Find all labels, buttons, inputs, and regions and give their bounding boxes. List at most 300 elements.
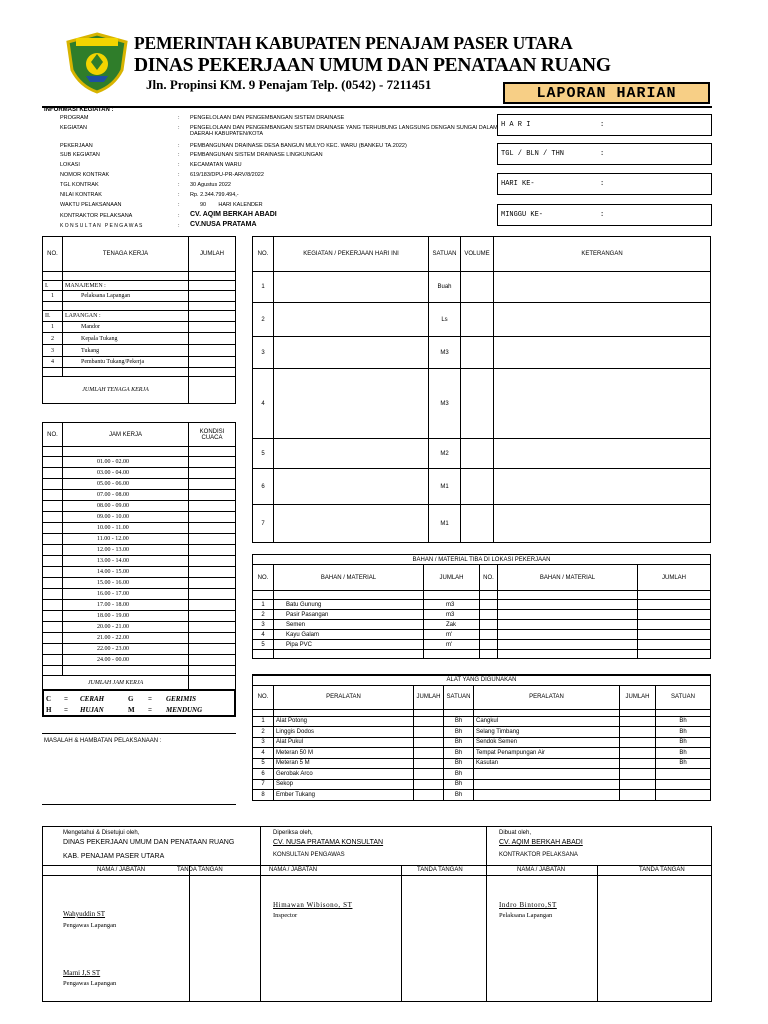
hours-slot: 07.00 - 08.00 <box>63 490 189 501</box>
activity-unit: M3 <box>429 369 461 439</box>
sign-col2: TANDA TANGAN <box>417 867 463 873</box>
day-box[interactable] <box>497 114 712 136</box>
weather-cell[interactable] <box>189 600 236 611</box>
hours-slot: 10.00 - 11.00 <box>63 523 189 534</box>
labor-header-no: NO. <box>43 237 63 272</box>
tools-header-right: PERALATAN <box>474 685 620 709</box>
tool-right-qty-cell[interactable] <box>620 727 656 738</box>
tool-left-qty-cell[interactable] <box>414 779 444 790</box>
tool-left-name: Alat Potong <box>274 716 414 727</box>
labor-item-name: Mandor <box>63 322 189 333</box>
info-value: PEMBANGUNAN DRAINASE DESA BANGUN MULYO KEC. WARU (BANKEU TA.2022) <box>190 143 407 149</box>
activity-volume-cell[interactable] <box>461 303 494 337</box>
info-colon: : <box>178 172 180 178</box>
activity-work-cell[interactable] <box>274 369 429 439</box>
info-colon: : <box>178 182 180 188</box>
activity-header-unit: SATUAN <box>429 237 461 272</box>
weather-cell[interactable] <box>189 490 236 501</box>
date-box-colon: : <box>600 211 605 219</box>
labor-item-name: Pembantu Tukang/Pekerja <box>63 357 189 368</box>
material-no: 5 <box>253 640 274 650</box>
tool-row <box>253 790 711 801</box>
tool-right-name: Sendok Semen <box>474 737 620 748</box>
hours-slot: 05.00 - 06.00 <box>63 479 189 490</box>
activity-work-cell[interactable] <box>274 469 429 505</box>
labor-item-no: 2 <box>43 333 63 345</box>
activity-volume-cell[interactable] <box>461 469 494 505</box>
materials-table <box>252 554 711 659</box>
date-box-label: TGL / BLN / THN <box>501 150 565 158</box>
hours-no-cell <box>43 644 63 655</box>
tool-left-name: Gerobak Arco <box>274 769 414 780</box>
hours-no-cell <box>43 523 63 534</box>
materials-body <box>253 600 711 650</box>
week-count-box[interactable] <box>497 204 712 226</box>
tool-left-unit: Bh <box>444 727 474 738</box>
weather-cell[interactable] <box>189 578 236 589</box>
info-label: PEKERJAAN <box>60 143 93 149</box>
activity-notes-cell[interactable] <box>494 303 711 337</box>
hours-slot: 11.00 - 12.00 <box>63 534 189 545</box>
hours-slot: 03.00 - 04.00 <box>63 468 189 479</box>
hours-slot: 08.00 - 09.00 <box>63 501 189 512</box>
info-label: NOMOR KONTRAK <box>60 172 110 178</box>
material-no2-cell <box>480 600 498 610</box>
hours-no-cell <box>43 534 63 545</box>
signer-title: Pengawas Lapangan <box>63 980 117 987</box>
tools-table <box>252 674 711 801</box>
activity-notes-cell[interactable] <box>494 272 711 303</box>
material-no: 2 <box>253 610 274 620</box>
header-line1: PEMERINTAH KABUPATEN PENAJAM PASER UTARA <box>134 33 573 53</box>
hours-slot: 17.00 - 18.00 <box>63 600 189 611</box>
sign-caption: Mengetahui & Disetujui oleh, <box>63 830 140 836</box>
activity-work-cell[interactable] <box>274 439 429 469</box>
weather-cell[interactable] <box>189 622 236 633</box>
tool-right-name: Kasutan <box>474 758 620 769</box>
issues-section <box>42 733 236 805</box>
signer-name: Marni J,S ST <box>63 969 101 977</box>
material-qty2-cell[interactable] <box>638 610 711 620</box>
activity-work-cell[interactable] <box>274 505 429 543</box>
activity-volume-cell[interactable] <box>461 369 494 439</box>
tool-right-qty-cell[interactable] <box>620 769 656 780</box>
weather-legend <box>42 689 236 717</box>
hours-no-cell <box>43 611 63 622</box>
tools-header-left: PERALATAN <box>274 685 414 709</box>
sign-org1: CV. NUSA PRATAMA KONSULTAN <box>273 839 384 846</box>
material-no: 4 <box>253 630 274 640</box>
tools-header-unit2: SATUAN <box>656 685 711 709</box>
info-colon: : <box>178 213 180 219</box>
legend-eq: = <box>64 695 68 703</box>
material-unit: m' <box>424 630 480 640</box>
tools-body <box>253 716 711 800</box>
hours-no-cell <box>43 501 63 512</box>
material-name2-cell[interactable] <box>498 620 638 630</box>
tool-left-name: Ember Tukang <box>274 790 414 801</box>
activity-unit: M1 <box>429 505 461 543</box>
tool-row <box>253 727 711 738</box>
weather-cell[interactable] <box>189 589 236 600</box>
hours-slot: 14.00 - 15.00 <box>63 567 189 578</box>
signature-section <box>42 826 712 1002</box>
info-label: NILAI KONTRAK <box>60 192 102 198</box>
tool-left-qty-cell[interactable] <box>414 790 444 801</box>
hours-row <box>43 611 236 622</box>
signer-title: Pengawas Lapangan <box>63 922 117 929</box>
tool-left-name: Meteran 50 M <box>274 748 414 759</box>
tool-right-qty-cell[interactable] <box>620 716 656 727</box>
material-name2-cell[interactable] <box>498 600 638 610</box>
legend-eq: = <box>64 706 68 714</box>
material-name2-cell[interactable] <box>498 610 638 620</box>
info-label: KONTRAKTOR PELAKSANA <box>60 213 133 219</box>
activity-notes-cell[interactable] <box>494 439 711 469</box>
tool-row <box>253 737 711 748</box>
material-no2-cell <box>480 640 498 650</box>
divider <box>487 865 711 866</box>
hours-row <box>43 490 236 501</box>
tool-left-qty-cell[interactable] <box>414 758 444 769</box>
info-colon: : <box>178 202 180 208</box>
hours-row <box>43 600 236 611</box>
materials-header-name: BAHAN / MATERIAL <box>274 565 424 591</box>
labor-item-no: 1 <box>43 322 63 333</box>
date-box[interactable] <box>497 143 712 165</box>
materials-header-no2: NO. <box>480 565 498 591</box>
activity-header-notes: KETERANGAN <box>494 237 711 272</box>
material-no2-cell <box>480 610 498 620</box>
tool-left-unit: Bh <box>444 758 474 769</box>
material-name: Pasir Pasangan <box>274 610 424 620</box>
material-name2-cell[interactable] <box>498 640 638 650</box>
signer-name: Indro Bintoro,ST <box>499 901 557 909</box>
info-label: WAKTU PELAKSANAAN <box>60 202 122 208</box>
hours-row <box>43 589 236 600</box>
activity-work-cell[interactable] <box>274 337 429 369</box>
info-colon: : <box>178 143 180 149</box>
activity-no: 3 <box>253 337 274 369</box>
labor-group-code: II. <box>43 311 63 322</box>
hours-no-cell <box>43 512 63 523</box>
activity-header-no: NO. <box>253 237 274 272</box>
weather-cell[interactable] <box>189 633 236 644</box>
labor-group-code: I. <box>43 281 63 291</box>
tool-left-unit: Bh <box>444 716 474 727</box>
info-label: KEGIATAN <box>60 125 87 131</box>
labor-count-cell[interactable] <box>189 345 236 357</box>
activity-row <box>253 505 711 543</box>
weather-cell[interactable] <box>189 512 236 523</box>
legend-name: GERIMIS <box>166 695 196 703</box>
material-name: Kayu Galam <box>274 630 424 640</box>
activity-unit: Ls <box>429 303 461 337</box>
material-unit: m3 <box>424 600 480 610</box>
tool-right-qty-cell[interactable] <box>620 737 656 748</box>
info-label: TGL KONTRAK <box>60 182 99 188</box>
materials-header-qty: JUMLAH <box>424 565 480 591</box>
labor-count-cell[interactable] <box>189 311 236 322</box>
activity-no: 4 <box>253 369 274 439</box>
tool-no: 8 <box>253 790 274 801</box>
day-count-box[interactable] <box>497 173 712 195</box>
tool-right-unit: Bh <box>656 737 711 748</box>
activity-volume-cell[interactable] <box>461 505 494 543</box>
legend-code: G <box>128 695 134 703</box>
tool-row <box>253 779 711 790</box>
weather-cell[interactable] <box>189 534 236 545</box>
tool-right-unit: Bh <box>656 727 711 738</box>
activity-volume-cell[interactable] <box>461 337 494 369</box>
tool-left-qty-cell[interactable] <box>414 737 444 748</box>
hours-total-cell[interactable] <box>189 676 236 690</box>
info-value: 30 Agustus 2022 <box>190 182 231 188</box>
hours-slot: 24.00 - 00.00 <box>63 655 189 666</box>
hours-no-cell <box>43 655 63 666</box>
activity-row <box>253 369 711 439</box>
tool-row <box>253 758 711 769</box>
weather-cell[interactable] <box>189 611 236 622</box>
regency-logo <box>64 32 130 94</box>
labor-item-name: Kepala Tukang <box>63 333 189 345</box>
tool-right-qty-cell[interactable] <box>620 748 656 759</box>
labor-item-name: Pelaksana Lapangan <box>63 291 189 302</box>
hours-row <box>43 534 236 545</box>
tool-left-qty-cell[interactable] <box>414 769 444 780</box>
sign-middle <box>261 827 487 1001</box>
material-name2-cell[interactable] <box>498 630 638 640</box>
tool-row <box>253 716 711 727</box>
weather-cell[interactable] <box>189 567 236 578</box>
weather-cell[interactable] <box>189 523 236 534</box>
info-colon: : <box>178 152 180 158</box>
info-value: CV. AQIM BERKAH ABADI <box>190 211 277 218</box>
material-qty2-cell[interactable] <box>638 630 711 640</box>
activity-row <box>253 272 711 303</box>
activity-no: 2 <box>253 303 274 337</box>
tool-left-name: Alat Pukul <box>274 737 414 748</box>
hours-total-label: JUMLAH JAM KERJA <box>43 676 189 690</box>
hours-no-cell <box>43 633 63 644</box>
sign-org2: KAB. PENAJAM PASER UTARA <box>63 853 165 860</box>
tool-right-qty-cell[interactable] <box>620 758 656 769</box>
activity-notes-cell[interactable] <box>494 337 711 369</box>
labor-item-name: Tukang <box>63 345 189 357</box>
labor-item-no: 1 <box>43 291 63 302</box>
tool-right-qty-cell[interactable] <box>620 790 656 801</box>
activity-unit: Buah <box>429 272 461 303</box>
legend-name: MENDUNG <box>166 706 203 714</box>
hours-row <box>43 523 236 534</box>
hours-no-cell <box>43 545 63 556</box>
tool-left-name: Linggis Dodos <box>274 727 414 738</box>
labor-count-cell[interactable] <box>189 322 236 333</box>
hours-no-cell <box>43 556 63 567</box>
weather-cell[interactable] <box>189 545 236 556</box>
tool-left-qty-cell[interactable] <box>414 748 444 759</box>
material-no2-cell <box>480 630 498 640</box>
tool-right-unit: Bh <box>656 748 711 759</box>
weather-cell[interactable] <box>189 501 236 512</box>
info-label: LOKASI <box>60 162 80 168</box>
divider <box>261 865 487 866</box>
hours-no-cell <box>43 589 63 600</box>
info-label: K O N S U L T A N P E N G A W A S <box>60 223 143 229</box>
sign-col1: NAMA / JABATAN <box>97 867 146 873</box>
info-value: PENGELOLAAN DAN PENGEMBANGAN SISTEM DRAINASE YANG TERHUBUNG LANGSUNG DENGAN SUNGAI DALAM DAERAH KABUPATEN/KOTA <box>190 125 498 138</box>
activity-volume-cell[interactable] <box>461 272 494 303</box>
info-colon: : <box>178 125 180 131</box>
info-label: PROGRAM <box>60 115 89 121</box>
legend-code: C <box>46 695 52 703</box>
labor-total-cell[interactable] <box>189 377 236 404</box>
hours-slot: 01.00 - 02.00 <box>63 457 189 468</box>
material-row <box>253 640 711 650</box>
hours-row <box>43 512 236 523</box>
hours-slot: 18.00 - 19.00 <box>63 611 189 622</box>
material-name: Semen <box>274 620 424 630</box>
issues-label: MASALAH & HAMBATAN PELAKSANAAN : <box>44 738 162 744</box>
info-colon: : <box>178 162 180 168</box>
hours-no-cell <box>43 490 63 501</box>
tool-no: 1 <box>253 716 274 727</box>
hours-row <box>43 633 236 644</box>
weather-cell[interactable] <box>189 556 236 567</box>
tool-right-name <box>474 779 620 790</box>
divider <box>401 865 402 1001</box>
hours-no-cell <box>43 600 63 611</box>
tool-right-unit: Bh <box>656 758 711 769</box>
labor-item-no: 3 <box>43 345 63 357</box>
sign-org1: CV. AQIM BERKAH ABADI <box>499 839 583 846</box>
tool-right-unit <box>656 769 711 780</box>
tool-left-unit: Bh <box>444 769 474 780</box>
info-value: Rp. 2.344.799.494,- <box>190 192 239 198</box>
materials-title: BAHAN / MATERIAL TIBA DI LOKASI PEKERJAAN <box>253 555 711 565</box>
weather-cell[interactable] <box>189 457 236 468</box>
info-value: 619/183/DPU-PR-ARV/8/2022 <box>190 172 264 178</box>
hours-no-cell <box>43 622 63 633</box>
divider <box>189 865 190 1001</box>
tool-right-name: Selang Timbang <box>474 727 620 738</box>
material-qty2-cell[interactable] <box>638 620 711 630</box>
labor-count-cell[interactable] <box>189 333 236 345</box>
hours-row <box>43 622 236 633</box>
weather-cell[interactable] <box>189 655 236 666</box>
signer-title: Inspector <box>273 912 298 919</box>
labor-item-no: 4 <box>43 357 63 368</box>
legend-eq: = <box>148 706 152 714</box>
activity-header-work: KEGIATAN / PEKERJAAN HARI INI <box>274 237 429 272</box>
date-box-colon: : <box>600 150 605 158</box>
labor-count-cell[interactable] <box>189 291 236 302</box>
hours-row <box>43 644 236 655</box>
tool-right-unit <box>656 790 711 801</box>
hours-slot: 12.00 - 13.00 <box>63 545 189 556</box>
material-no2-cell <box>480 620 498 630</box>
material-name: Pipa PVC <box>274 640 424 650</box>
material-name: Batu Gunung <box>274 600 424 610</box>
info-heading: INFORMASI KEGIATAN : <box>44 107 114 113</box>
activity-no: 5 <box>253 439 274 469</box>
activity-notes-cell[interactable] <box>494 505 711 543</box>
labor-header-name: TENAGA KERJA <box>63 237 189 272</box>
hours-no-cell <box>43 567 63 578</box>
activity-unit: M3 <box>429 337 461 369</box>
sign-col2: TANDA TANGAN <box>639 867 685 873</box>
material-qty2-cell[interactable] <box>638 640 711 650</box>
tool-right-unit <box>656 779 711 790</box>
tool-left-unit: Bh <box>444 779 474 790</box>
hours-slot: 16.00 - 17.00 <box>63 589 189 600</box>
tool-no: 7 <box>253 779 274 790</box>
activity-work-cell[interactable] <box>274 272 429 303</box>
activity-body <box>253 272 711 543</box>
hours-row <box>43 578 236 589</box>
hours-no-cell <box>43 479 63 490</box>
sign-left <box>43 827 261 1001</box>
material-qty2-cell[interactable] <box>638 600 711 610</box>
activity-notes-cell[interactable] <box>494 369 711 439</box>
divider <box>43 875 261 876</box>
hours-no-cell <box>43 578 63 589</box>
activity-notes-cell[interactable] <box>494 469 711 505</box>
date-box-colon: : <box>600 180 605 188</box>
activity-row <box>253 337 711 369</box>
activity-volume-cell[interactable] <box>461 439 494 469</box>
hours-row <box>43 556 236 567</box>
labor-count-cell[interactable] <box>189 357 236 368</box>
signer-name: Himawan Wibisono, ST <box>273 901 353 909</box>
tool-right-name <box>474 769 620 780</box>
materials-header-name2: BAHAN / MATERIAL <box>498 565 638 591</box>
weather-cell[interactable] <box>189 479 236 490</box>
divider <box>43 865 261 866</box>
activity-no: 6 <box>253 469 274 505</box>
info-colon: : <box>178 192 180 198</box>
tool-no: 4 <box>253 748 274 759</box>
activity-unit: M1 <box>429 469 461 505</box>
info-value: CV.NUSA PRATAMA <box>190 221 257 228</box>
info-value: PENGELOLAAN DAN PENGEMBANGAN SISTEM DRAINASE <box>190 115 345 121</box>
signer-name: Wahyuddin ST <box>63 910 106 918</box>
date-box-label: H A R I <box>501 121 531 129</box>
report-title: LAPORAN HARIAN <box>503 82 710 104</box>
tool-left-unit: Bh <box>444 737 474 748</box>
material-row <box>253 600 711 610</box>
hours-header-weather: KONDISI CUACA <box>189 423 236 447</box>
weather-cell[interactable] <box>189 468 236 479</box>
header-address: Jln. Propinsi KM. 9 Penajam Telp. (0542) - 7211451 <box>146 77 432 92</box>
activity-work-cell[interactable] <box>274 303 429 337</box>
tool-right-qty-cell[interactable] <box>620 779 656 790</box>
labor-count-cell[interactable] <box>189 281 236 291</box>
date-box-colon: : <box>600 121 605 129</box>
hours-slot: 22.00 - 23.00 <box>63 644 189 655</box>
activity-no: 7 <box>253 505 274 543</box>
hours-row <box>43 468 236 479</box>
info-value: KECAMATAN WARU <box>190 162 242 168</box>
tool-left-qty-cell[interactable] <box>414 727 444 738</box>
activities-table <box>252 236 711 543</box>
materials-header-no: NO. <box>253 565 274 591</box>
hours-header-no: NO. <box>43 423 63 447</box>
tool-row <box>253 748 711 759</box>
tool-left-qty-cell[interactable] <box>414 716 444 727</box>
weather-cell[interactable] <box>189 644 236 655</box>
tools-header-qty2: JUMLAH <box>620 685 656 709</box>
